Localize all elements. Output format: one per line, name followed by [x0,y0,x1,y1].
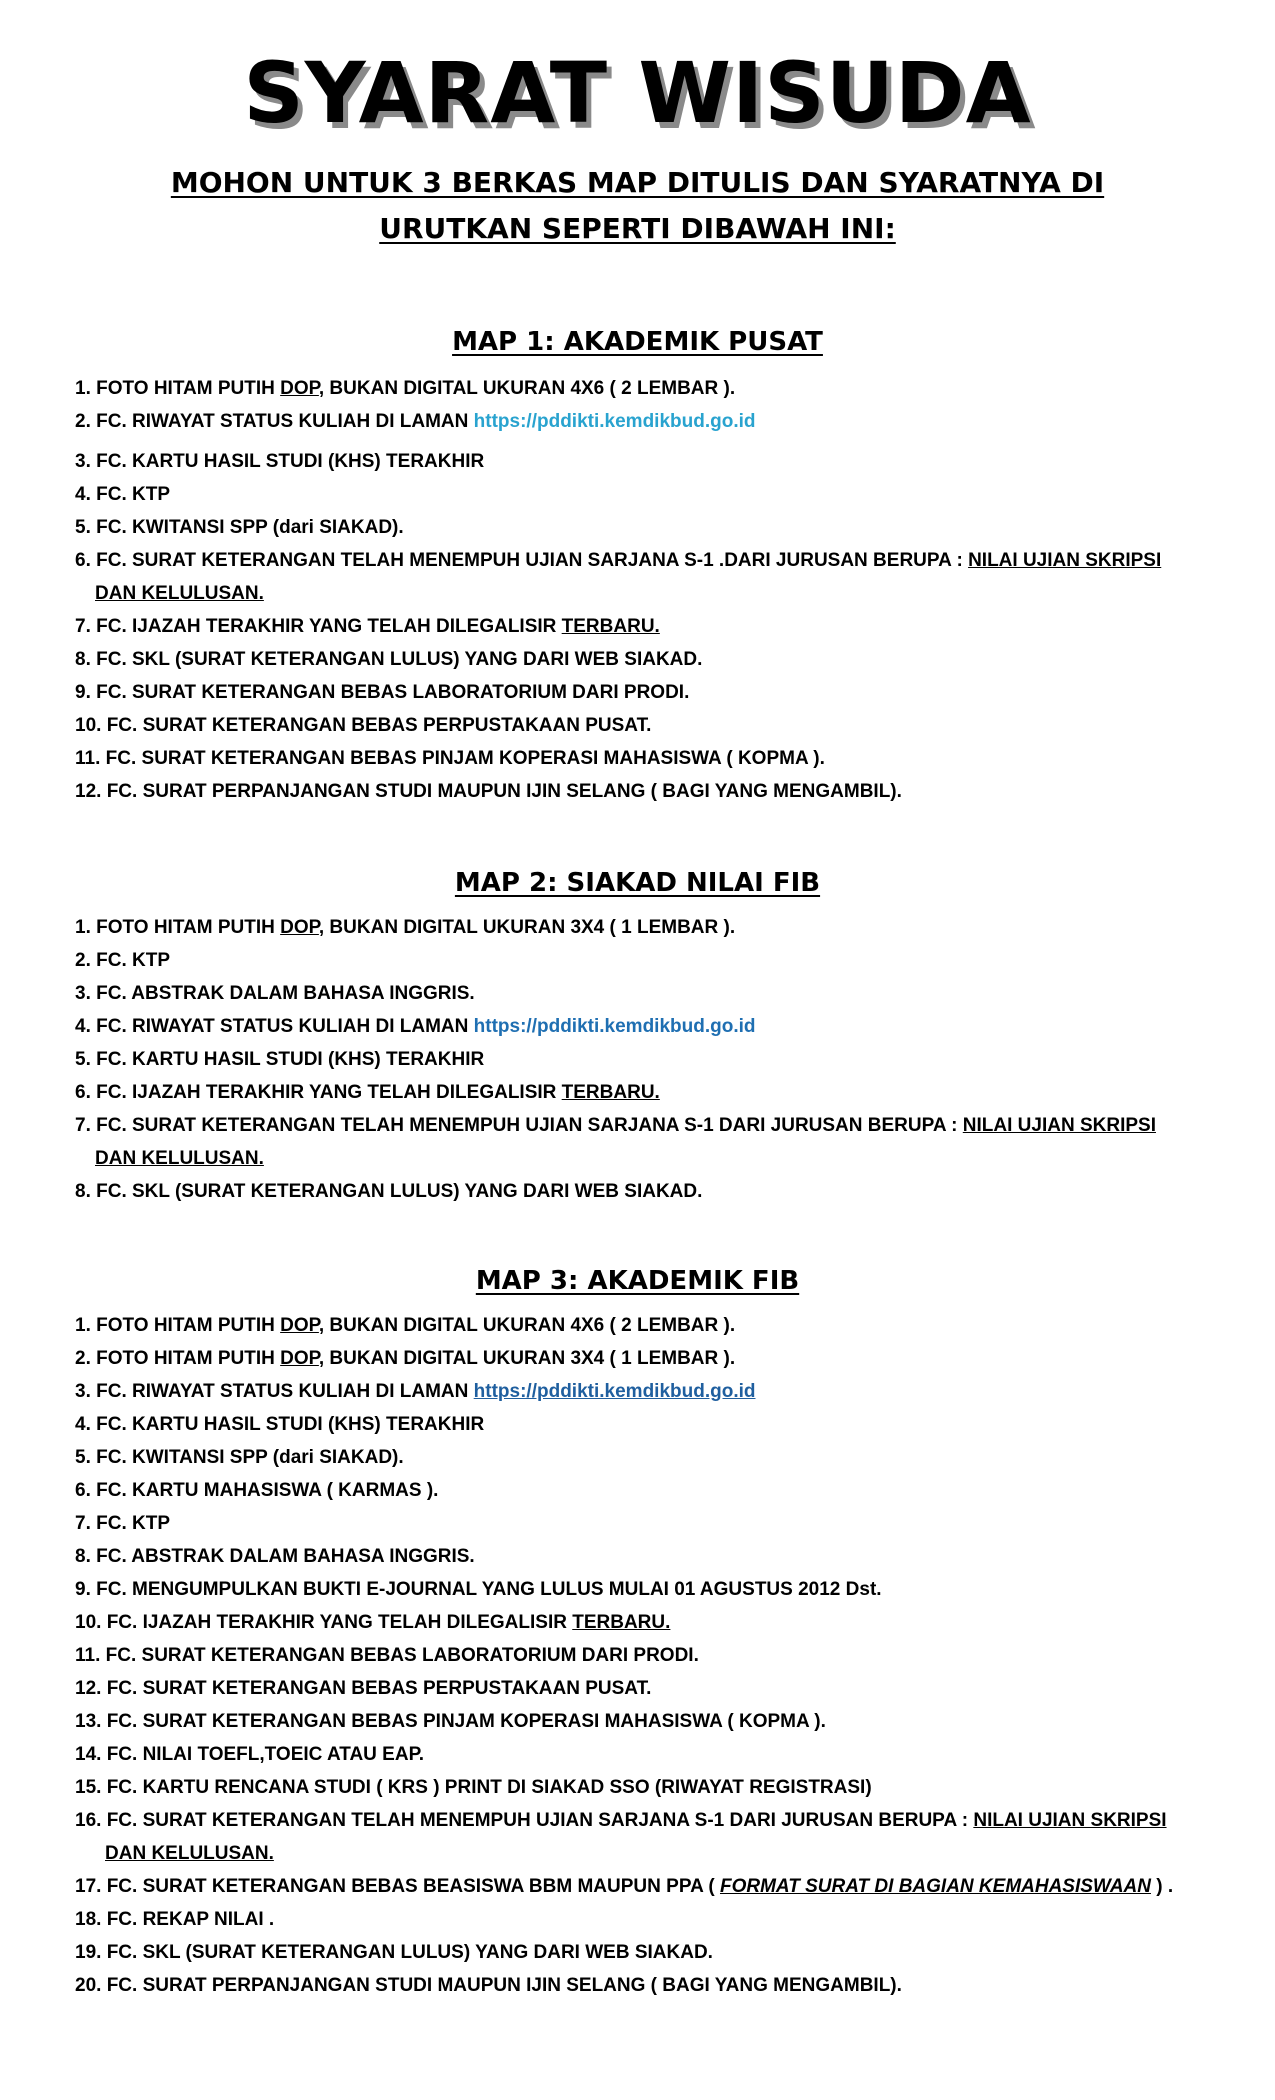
map1-heading: MAP 1: AKADEMIK PUSAT [452,327,823,357]
list-item: 8. FC. SKL (SURAT KETERANGAN LULUS) YANG DARI WEB SIAKAD. [75,1181,703,1202]
list-item: 9. FC. MENGUMPULKAN BUKTI E-JOURNAL YANG LULUS MULAI 01 AGUSTUS 2012 Dst. [75,1579,882,1600]
item-text: , BUKAN DIGITAL UKURAN 3X4 ( 1 LEMBAR ). [318,917,736,938]
list-item [75,1342,1205,1375]
item-text: 6. FC. SURAT KETERANGAN TELAH MENEMPUH UJIAN SARJANA S-1 .DARI JURUSAN BERUPA : [75,550,969,571]
item-text: 7. FC. IJAZAH TERAKHIR YANG TELAH DILEGALISIR [75,616,562,637]
list-item: 5. FC. KARTU HASIL STUDI (KHS) TERAKHIR [75,1049,485,1070]
list-item: 8. FC. SKL (SURAT KETERANGAN LULUS) YANG DARI WEB SIAKAD. [75,649,703,670]
list-item [75,1309,1205,1342]
page-title: SYARAT WISUDA [243,44,1032,142]
list-item [75,372,1205,405]
item-continuation: DAN KELULUSAN. [105,1843,274,1864]
item-underlined: DOP [280,1315,319,1336]
item-text: 4. FC. RIWAYAT STATUS KULIAH DI LAMAN [75,1016,474,1037]
item-text: 1. FOTO HITAM PUTIH [75,917,281,938]
map1-list [75,372,1205,808]
list-item: 7. FC. KTP [75,1513,171,1534]
list-item [75,610,1205,643]
list-item: 14. FC. NILAI TOEFL,TOEIC ATAU EAP. [75,1744,425,1765]
item-text: 3. FC. RIWAYAT STATUS KULIAH DI LAMAN [75,1381,474,1402]
item-text: 10. FC. IJAZAH TERAKHIR YANG TELAH DILEGALISIR [75,1612,573,1633]
item-italic-underlined: FORMAT SURAT DI BAGIAN KEMAHASISWAAN [719,1876,1151,1897]
item-text: , BUKAN DIGITAL UKURAN 4X6 ( 2 LEMBAR ). [318,1315,736,1336]
list-item: 2. FC. KTP [75,950,171,971]
list-item [75,911,1205,944]
list-item [75,1076,1205,1109]
item-text: 16. FC. SURAT KETERANGAN TELAH MENEMPUH UJIAN SARJANA S-1 DARI JURUSAN BERUPA : [75,1810,974,1831]
list-item [75,1606,1205,1639]
item-underlined: TERBARU. [561,616,660,637]
item-text: ) . [1150,1876,1174,1897]
pddikti-link[interactable]: https://pddikti.kemdikbud.go.id [473,1016,756,1037]
list-item: 5. FC. KWITANSI SPP (dari SIAKAD). [75,1447,404,1468]
list-item [75,1109,1205,1175]
list-item: 5. FC. KWITANSI SPP (dari SIAKAD). [75,517,404,538]
item-underlined: TERBARU. [561,1082,660,1103]
list-item: 11. FC. SURAT KETERANGAN BEBAS LABORATORIUM DARI PRODI. [75,1645,699,1666]
pddikti-link[interactable]: https://pddikti.kemdikbud.go.id [473,411,756,432]
list-item: 6. FC. KARTU MAHASISWA ( KARMAS ). [75,1480,439,1501]
item-text: 1. FOTO HITAM PUTIH [75,378,281,399]
list-item: 19. FC. SKL (SURAT KETERANGAN LULUS) YANG DARI WEB SIAKAD. [75,1942,713,1963]
list-item: 4. FC. KTP [75,484,171,505]
list-item: 18. FC. REKAP NILAI . [75,1909,275,1930]
list-item: 9. FC. SURAT KETERANGAN BEBAS LABORATORIUM DARI PRODI. [75,682,690,703]
list-item: 12. FC. SURAT PERPANJANGAN STUDI MAUPUN IJIN SELANG ( BAGI YANG MENGAMBIL). [75,781,902,802]
map3-list [75,1309,1205,2002]
item-text: 17. FC. SURAT KETERANGAN BEBAS BEASISWA BBM MAUPUN PPA ( [75,1876,720,1897]
list-item: 15. FC. KARTU RENCANA STUDI ( KRS ) PRINT DI SIAKAD SSO (RIWAYAT REGISTRASI) [75,1777,872,1798]
item-text: , BUKAN DIGITAL UKURAN 4X6 ( 2 LEMBAR ). [318,378,736,399]
item-text: 1. FOTO HITAM PUTIH [75,1315,281,1336]
item-text: 2. FC. RIWAYAT STATUS KULIAH DI LAMAN [75,411,474,432]
map3-heading: MAP 3: AKADEMIK FIB [475,1266,800,1296]
list-item: 3. FC. ABSTRAK DALAM BAHASA INGGRIS. [75,983,475,1004]
list-item [75,544,1205,610]
list-item: 11. FC. SURAT KETERANGAN BEBAS PINJAM KOPERASI MAHASISWA ( KOPMA ). [75,748,825,769]
list-item [75,1804,1205,1870]
list-item: 3. FC. KARTU HASIL STUDI (KHS) TERAKHIR [75,451,485,472]
item-underlined: DOP [280,1348,319,1369]
list-item: 12. FC. SURAT KETERANGAN BEBAS PERPUSTAKAAN PUSAT. [75,1678,652,1699]
item-text: 7. FC. SURAT KETERANGAN TELAH MENEMPUH UJIAN SARJANA S-1 DARI JURUSAN BERUPA : [75,1115,963,1136]
item-underlined: DOP [280,378,319,399]
list-item: 13. FC. SURAT KETERANGAN BEBAS PINJAM KOPERASI MAHASISWA ( KOPMA ). [75,1711,826,1732]
page-subtitle: MOHON UNTUK 3 BERKAS MAP DITULIS DAN SYARATNYA DI URUTKAN SEPERTI DIBAWAH INI: [170,166,1105,245]
list-item: 8. FC. ABSTRAK DALAM BAHASA INGGRIS. [75,1546,475,1567]
list-item [75,1010,1205,1043]
item-text: 6. FC. IJAZAH TERAKHIR YANG TELAH DILEGALISIR [75,1082,562,1103]
item-underlined: NILAI UJIAN SKRIPSI [962,1115,1156,1136]
item-text: , BUKAN DIGITAL UKURAN 3X4 ( 1 LEMBAR ). [318,1348,736,1369]
item-underlined: DOP [280,917,319,938]
map2-heading: MAP 2: SIAKAD NILAI FIB [454,868,821,898]
list-item [75,405,1205,445]
item-underlined: TERBARU. [572,1612,671,1633]
list-item: 4. FC. KARTU HASIL STUDI (KHS) TERAKHIR [75,1414,485,1435]
item-text: 2. FOTO HITAM PUTIH [75,1348,281,1369]
list-item [75,1375,1205,1408]
item-underlined: NILAI UJIAN SKRIPSI [968,550,1162,571]
list-item [75,1870,1205,1903]
item-underlined: NILAI UJIAN SKRIPSI [973,1810,1167,1831]
map2-list [75,911,1205,1208]
item-continuation: DAN KELULUSAN. [95,1148,264,1169]
pddikti-link[interactable]: https://pddikti.kemdikbud.go.id [473,1381,756,1402]
item-continuation: DAN KELULUSAN. [95,583,264,604]
list-item: 10. FC. SURAT KETERANGAN BEBAS PERPUSTAKAAN PUSAT. [75,715,652,736]
list-item: 20. FC. SURAT PERPANJANGAN STUDI MAUPUN IJIN SELANG ( BAGI YANG MENGAMBIL). [75,1975,902,1996]
